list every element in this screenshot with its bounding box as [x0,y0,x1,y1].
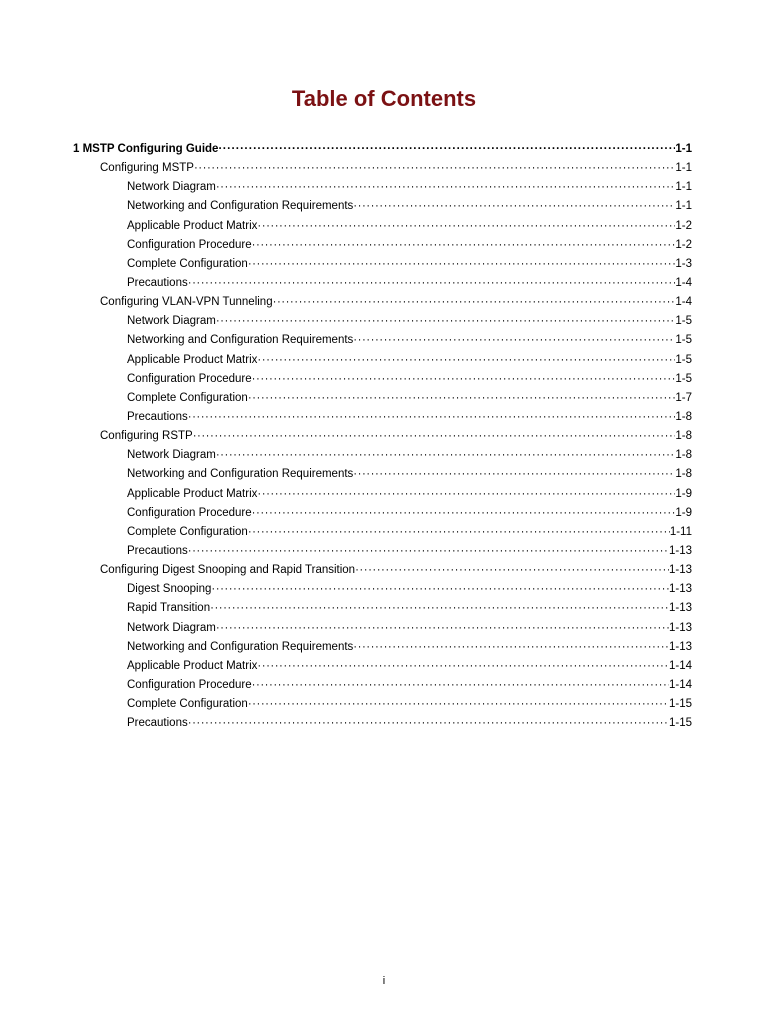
toc-entry-page: 1-15 [668,717,692,730]
toc-entry[interactable] [73,331,692,350]
toc-entry-label: Digest Snooping [127,583,212,596]
toc-dot-leader [193,427,676,446]
toc-entry-label: Networking and Configuration Requirements [127,334,354,347]
toc-entry-page: 1-5 [675,315,692,328]
toc-entry[interactable] [73,676,692,695]
toc-entry[interactable] [73,255,692,274]
toc-entry[interactable] [73,599,692,618]
toc-entry[interactable] [73,619,692,638]
toc-entry[interactable] [73,504,692,523]
toc-entry[interactable] [73,140,692,159]
toc-entry[interactable] [73,159,692,178]
toc-dot-leader [248,523,670,542]
toc-entry[interactable] [73,638,692,657]
toc-entry-page: 1-13 [668,544,692,557]
toc-entry-page: 1-9 [675,506,692,519]
toc-dot-leader [353,331,675,350]
toc-dot-leader [257,351,675,370]
toc-entry[interactable] [73,178,692,197]
toc-entry-page: 1-2 [675,219,692,232]
toc-entry-page: 1-2 [675,238,692,251]
toc-entry-page: 1-8 [675,430,692,443]
toc-dot-leader [188,274,676,293]
toc-entry[interactable] [73,274,692,293]
toc-entry-label: Network Diagram [127,449,216,462]
toc-dot-leader [273,293,676,312]
toc-entry[interactable] [73,389,692,408]
toc-dot-leader [216,446,676,465]
toc-entry[interactable] [73,293,692,312]
table-of-contents [73,140,692,733]
toc-dot-leader [248,255,676,274]
toc-dot-leader [216,312,676,331]
toc-entry-label: Networking and Configuration Requirements [127,200,354,213]
toc-entry-label: Configuration Procedure [127,678,252,691]
toc-entry-label: Complete Configuration [127,525,248,538]
toc-entry-label: Configuring RSTP [100,430,193,443]
toc-entry-page: 1-8 [675,468,692,481]
toc-dot-leader [353,197,675,216]
toc-entry-label: Complete Configuration [127,391,248,404]
toc-entry-page: 1-8 [675,410,692,423]
toc-entry-page: 1-14 [668,678,692,691]
toc-entry[interactable] [73,351,692,370]
toc-entry-page: 1-5 [675,372,692,385]
toc-dot-leader [188,714,669,733]
toc-entry-page: 1-5 [675,353,692,366]
toc-entry[interactable] [73,657,692,676]
toc-entry-label: Configuration Procedure [127,238,252,251]
toc-dot-leader [257,217,675,236]
page-number: i [382,975,386,987]
toc-entry[interactable] [73,197,692,216]
toc-entry[interactable] [73,408,692,427]
toc-entry[interactable] [73,561,692,580]
toc-entry[interactable] [73,236,692,255]
toc-entry-label: Complete Configuration [127,257,248,270]
toc-dot-leader [211,580,669,599]
toc-entry-page: 1-1 [675,200,692,213]
toc-dot-leader [216,619,669,638]
toc-entry[interactable] [73,695,692,714]
toc-entry-label: Applicable Product Matrix [127,219,258,232]
toc-entry[interactable] [73,446,692,465]
toc-entry-page: 1-14 [668,659,692,672]
toc-entry-label: Network Diagram [127,181,216,194]
toc-entry-page: 1-4 [675,276,692,289]
toc-entry-label: Applicable Product Matrix [127,353,258,366]
toc-entry-label: Network Diagram [127,621,216,634]
toc-entry-page: 1-13 [668,602,692,615]
toc-entry-label: Configuring VLAN-VPN Tunneling [100,296,273,309]
toc-entry-page: 1-5 [675,334,692,347]
toc-dot-leader [353,465,675,484]
toc-entry-page: 1-1 [675,143,692,155]
toc-dot-leader [216,178,676,197]
page-title: Table of Contents [291,86,477,111]
toc-entry-label: Configuration Procedure [127,372,252,385]
toc-entry-page: 1-13 [668,621,692,634]
toc-entry[interactable] [73,523,692,542]
toc-dot-leader [252,676,669,695]
toc-dot-leader [355,561,669,580]
toc-dot-leader [257,485,675,504]
toc-dot-leader [194,159,675,178]
toc-dot-leader [248,695,669,714]
toc-entry-page: 1-1 [675,162,692,175]
toc-entry-page: 1-7 [675,391,692,404]
toc-entry-label: Networking and Configuration Requirements [127,468,354,481]
toc-entry-label: Precautions [127,410,188,423]
toc-dot-leader [210,599,669,618]
toc-entry[interactable] [73,542,692,561]
toc-dot-leader [257,657,669,676]
toc-entry-label: Configuring MSTP [100,162,194,175]
toc-entry[interactable] [73,312,692,331]
toc-entry-page: 1-13 [668,583,692,596]
toc-entry-page: 1-15 [668,698,692,711]
toc-entry-page: 1-9 [675,487,692,500]
toc-entry[interactable] [73,427,692,446]
toc-entry[interactable] [73,485,692,504]
toc-entry-label: Configuration Procedure [127,506,252,519]
toc-entry[interactable] [73,370,692,389]
toc-entry[interactable] [73,217,692,236]
toc-entry-page: 1-13 [668,640,692,653]
toc-entry-label: Precautions [127,276,188,289]
toc-dot-leader [188,542,669,561]
toc-entry-label: Configuring Digest Snooping and Rapid Transition [100,564,356,577]
toc-entry-label: Complete Configuration [127,698,248,711]
toc-entry-page: 1-13 [668,564,692,577]
toc-entry-page: 1-8 [675,449,692,462]
toc-dot-leader [218,140,675,159]
toc-entry-page: 1-3 [675,257,692,270]
toc-entry[interactable] [73,465,692,484]
toc-entry[interactable] [73,714,692,733]
toc-entry-label: Networking and Configuration Requirements [127,640,354,653]
toc-dot-leader [252,370,676,389]
toc-entry-label: Network Diagram [127,315,216,328]
toc-entry-label: Precautions [127,717,188,730]
toc-entry-label: 1 MSTP Configuring Guide [73,143,219,155]
toc-entry-page: 1-4 [675,296,692,309]
toc-dot-leader [248,389,676,408]
toc-dot-leader [252,236,676,255]
toc-entry-label: Applicable Product Matrix [127,487,258,500]
toc-dot-leader [188,408,676,427]
toc-dot-leader [252,504,676,523]
toc-entry-page: 1-11 [669,525,692,538]
toc-dot-leader [353,638,669,657]
toc-entry-page: 1-1 [675,181,692,194]
toc-entry-label: Rapid Transition [127,602,211,615]
toc-entry-label: Applicable Product Matrix [127,659,258,672]
toc-entry-label: Precautions [127,544,188,557]
toc-entry[interactable] [73,580,692,599]
